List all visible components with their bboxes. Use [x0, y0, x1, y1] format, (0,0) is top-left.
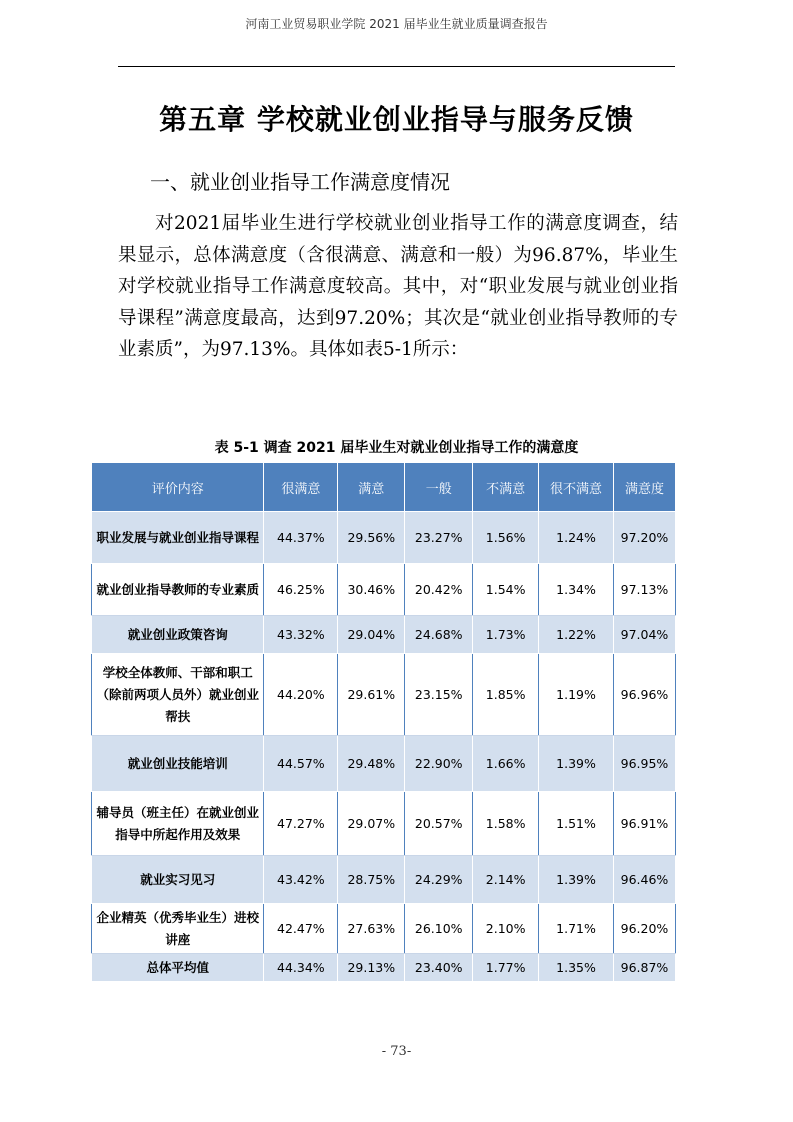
table-cell: 29.13%: [338, 954, 405, 982]
header-cell: 评价内容: [92, 463, 264, 512]
table-cell: 44.20%: [264, 654, 338, 736]
header-cell: 满意: [338, 463, 405, 512]
table-cell: 96.20%: [613, 904, 675, 954]
table-cell: 96.91%: [613, 792, 675, 856]
table-row-total: [92, 954, 676, 982]
table-row: [92, 512, 676, 564]
table-cell: 23.15%: [405, 654, 473, 736]
table-cell: 28.75%: [338, 856, 405, 904]
table-cell: 29.07%: [338, 792, 405, 856]
table-cell: 29.61%: [338, 654, 405, 736]
chapter-title: 第五章 学校就业创业指导与服务反馈: [159, 103, 634, 136]
table-row: [92, 654, 676, 736]
row-label: 辅导员（班主任）在就业创业指导中所起作用及效果: [92, 792, 264, 856]
satisfaction-table: [91, 462, 676, 982]
table-cell: 43.32%: [264, 616, 338, 654]
table-cell: 42.47%: [264, 904, 338, 954]
table-cell: 23.27%: [405, 512, 473, 564]
table-cell: 96.87%: [613, 954, 675, 982]
table-cell: 1.56%: [473, 512, 539, 564]
row-label: 就业创业技能培训: [92, 736, 264, 792]
table-cell: 22.90%: [405, 736, 473, 792]
body-paragraph: 对2021届毕业生进行学校就业创业指导工作的满意度调查，结果显示，总体满意度（含很满意、满意和一般）为96.87%，毕业生对学校就业指导工作满意度较高。其中，对“职业发展与就业创业指导课程”满意度最高，达到97.20%；其次是“就业创业指导教师的专业素质”，为97.13%。具体如表5-1所示：: [118, 213, 678, 360]
table-cell: 1.34%: [539, 564, 614, 616]
table-cell: 24.29%: [405, 856, 473, 904]
table-cell: 29.04%: [338, 616, 405, 654]
table-cell: 1.73%: [473, 616, 539, 654]
table-cell: 1.39%: [539, 736, 614, 792]
page-number: - 73-: [381, 1044, 412, 1059]
table-cell: 1.85%: [473, 654, 539, 736]
table-row: [92, 792, 676, 856]
table-cell: 1.22%: [539, 616, 614, 654]
table-cell: 97.20%: [613, 512, 675, 564]
table-cell: 46.25%: [264, 564, 338, 616]
table-cell: 1.66%: [473, 736, 539, 792]
table-cell: 27.63%: [338, 904, 405, 954]
table-caption: 表 5-1 调查 2021 届毕业生对就业创业指导工作的满意度: [214, 440, 579, 456]
table-cell: 1.58%: [473, 792, 539, 856]
table-cell: 20.57%: [405, 792, 473, 856]
table-cell: 44.37%: [264, 512, 338, 564]
table-header-row: [92, 463, 676, 512]
table-cell: 97.13%: [613, 564, 675, 616]
table-cell: 24.68%: [405, 616, 473, 654]
table-cell: 43.42%: [264, 856, 338, 904]
row-label: 职业发展与就业创业指导课程: [92, 512, 264, 564]
table-row: [92, 736, 676, 792]
table-row: [92, 904, 676, 954]
table-cell: 44.34%: [264, 954, 338, 982]
table-cell: 96.95%: [613, 736, 675, 792]
table-cell: 96.46%: [613, 856, 675, 904]
table-row: [92, 616, 676, 654]
table-row: [92, 856, 676, 904]
header-cell: 不满意: [473, 463, 539, 512]
section-title: 一、就业创业指导工作满意度情况: [150, 170, 450, 194]
table-cell: 23.40%: [405, 954, 473, 982]
table-row: [92, 564, 676, 616]
table-cell: 29.48%: [338, 736, 405, 792]
table-cell: 1.24%: [539, 512, 614, 564]
table-cell: 47.27%: [264, 792, 338, 856]
row-label: 总体平均值: [92, 954, 264, 982]
table-cell: 44.57%: [264, 736, 338, 792]
row-label: 企业精英（优秀毕业生）进校讲座: [92, 904, 264, 954]
row-label: 学校全体教师、干部和职工（除前两项人员外）就业创业帮扶: [92, 654, 264, 736]
table-cell: 30.46%: [338, 564, 405, 616]
table-cell: 97.04%: [613, 616, 675, 654]
running-header: 河南工业贸易职业学院 2021 届毕业生就业质量调查报告: [245, 17, 548, 31]
header-rule: [118, 66, 675, 67]
table-cell: 2.14%: [473, 856, 539, 904]
table-cell: 1.19%: [539, 654, 614, 736]
table-cell: 29.56%: [338, 512, 405, 564]
row-label: 就业创业指导教师的专业素质: [92, 564, 264, 616]
table-cell: 1.71%: [539, 904, 614, 954]
table-cell: 1.51%: [539, 792, 614, 856]
header-cell: 很满意: [264, 463, 338, 512]
table-cell: 1.77%: [473, 954, 539, 982]
header-cell: 满意度: [613, 463, 675, 512]
header-cell: 很不满意: [539, 463, 614, 512]
table-cell: 1.54%: [473, 564, 539, 616]
table-cell: 1.35%: [539, 954, 614, 982]
table-cell: 1.39%: [539, 856, 614, 904]
row-label: 就业实习见习: [92, 856, 264, 904]
row-label: 就业创业政策咨询: [92, 616, 264, 654]
table-cell: 96.96%: [613, 654, 675, 736]
header-cell: 一般: [405, 463, 473, 512]
table-cell: 20.42%: [405, 564, 473, 616]
table-cell: 2.10%: [473, 904, 539, 954]
table-cell: 26.10%: [405, 904, 473, 954]
